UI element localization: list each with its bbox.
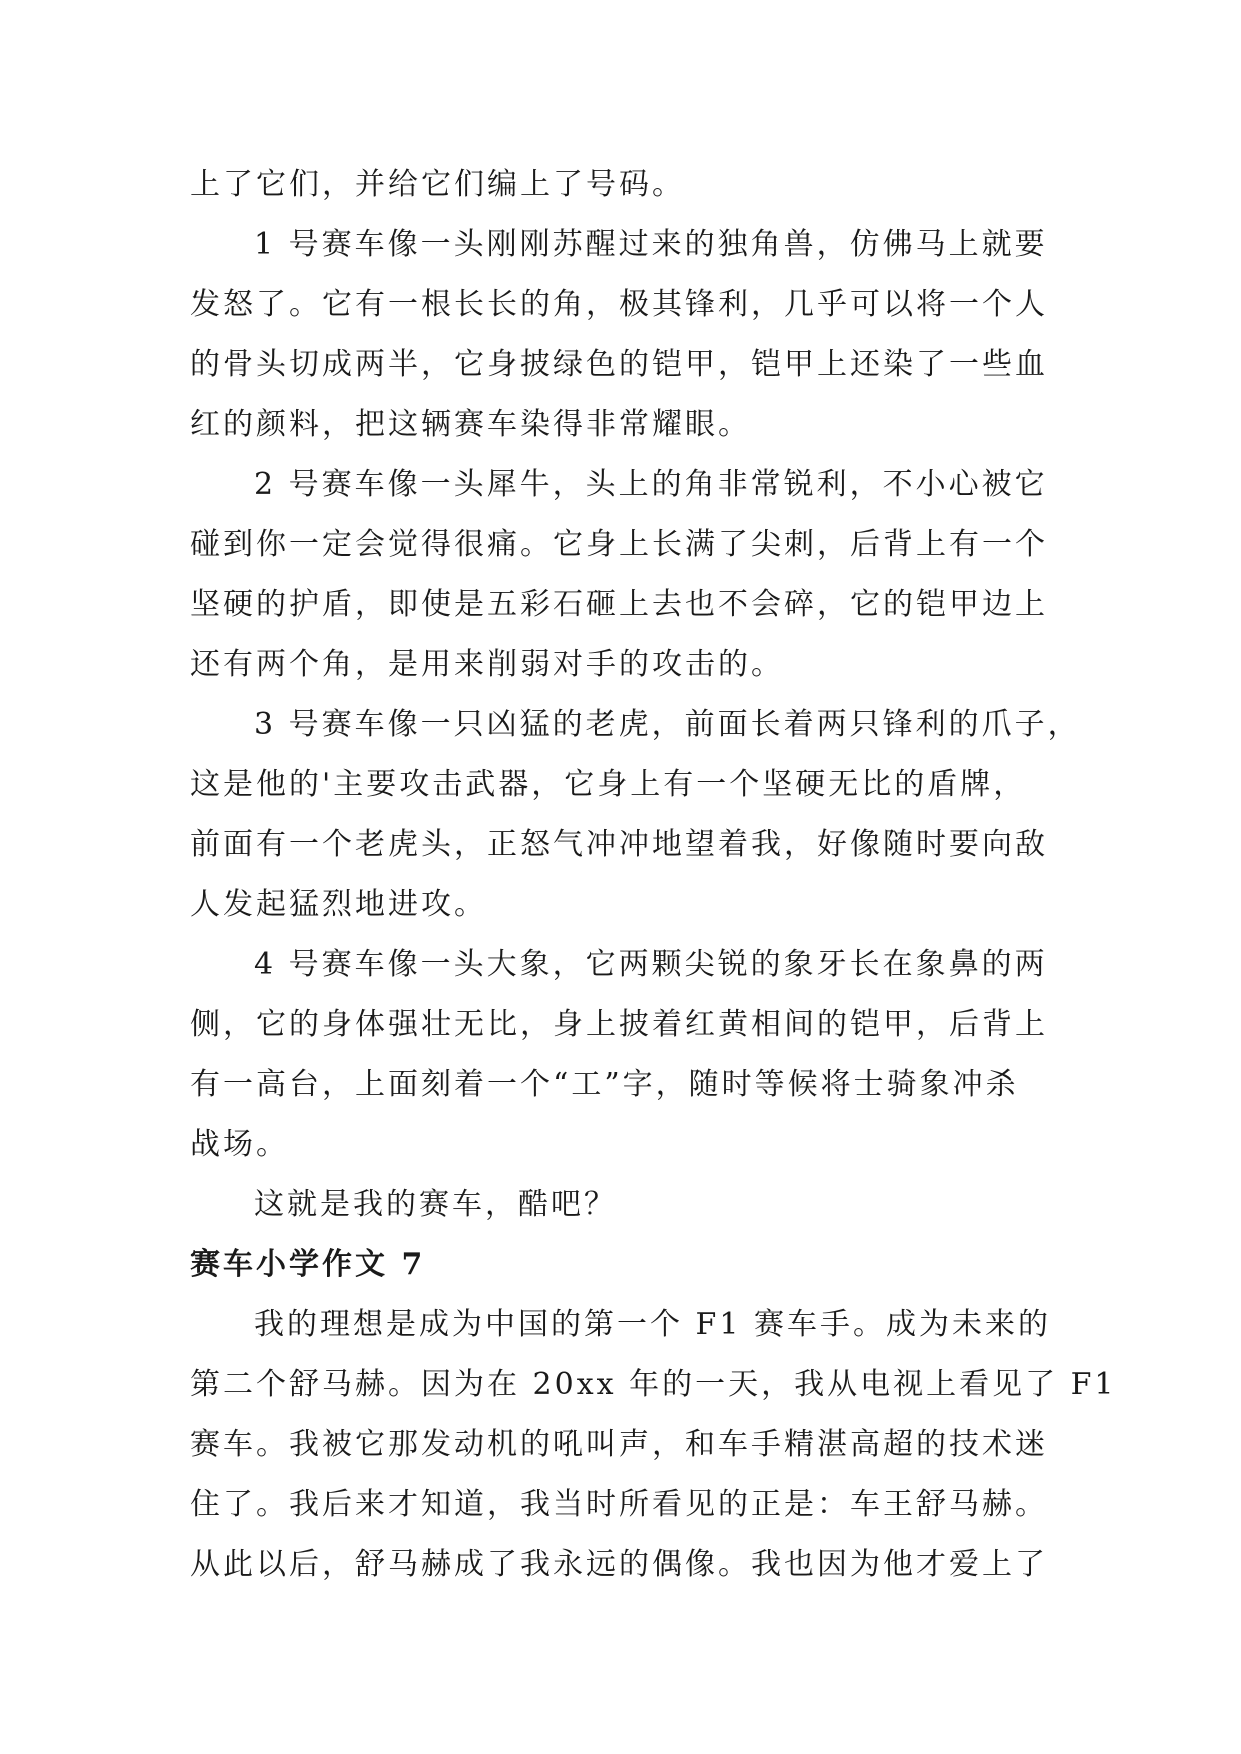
text-line: 从此以后，舒马赫成了我永远的偶像。我也因为他才爱上了 bbox=[190, 1547, 1048, 1582]
text-line: 这是他的'主要攻击武器，它身上有一个坚硬无比的盾牌， bbox=[190, 767, 1027, 802]
text-line: 侧，它的身体强壮无比，身上披着红黄相间的铠甲，后背上 bbox=[190, 1007, 1048, 1042]
text-line: 前面有一个老虎头，正怒气冲冲地望着我，好像随时要向敌 bbox=[190, 827, 1048, 862]
text-line: 第二个舒马赫。因为在 20xx 年的一天，我从电视上看见了 F1 bbox=[190, 1367, 1117, 1402]
text-line: 战场。 bbox=[190, 1127, 289, 1162]
paragraph-first-line: 我的理想是成为中国的第一个 F1 赛车手。成为未来的 bbox=[254, 1307, 1051, 1342]
paragraph-first-line: 这就是我的赛车，酷吧？ bbox=[254, 1187, 617, 1222]
text-line: 碰到你一定会觉得很痛。它身上长满了尖刺，后背上有一个 bbox=[190, 527, 1048, 562]
text-line: 有一高台，上面刻着一个“工”字，随时等候将士骑象冲杀 bbox=[190, 1067, 1019, 1102]
text-line: 赛车。我被它那发动机的吼叫声，和车手精湛高超的技术迷 bbox=[190, 1427, 1048, 1462]
paragraph-first-line: 4 号赛车像一头大象，它两颗尖锐的象牙长在象鼻的两 bbox=[254, 947, 1048, 982]
paragraph-first-line: 3 号赛车像一只凶猛的老虎，前面长着两只锋利的爪子， bbox=[254, 707, 1081, 742]
text-line: 上了它们，并给它们编上了号码。 bbox=[190, 167, 685, 202]
paragraph-first-line: 1 号赛车像一头刚刚苏醒过来的独角兽，仿佛马上就要 bbox=[254, 227, 1048, 262]
document-body bbox=[190, 155, 1117, 1595]
text-line: 发怒了。它有一根长长的角，极其锋利，几乎可以将一个人 bbox=[190, 287, 1048, 322]
text-line: 坚硬的护盾，即使是五彩石砸上去也不会碎，它的铠甲边上 bbox=[190, 587, 1048, 622]
text-line: 的骨头切成两半，它身披绿色的铠甲，铠甲上还染了一些血 bbox=[190, 347, 1048, 382]
text-line: 红的颜料，把这辆赛车染得非常耀眼。 bbox=[190, 407, 751, 442]
section-heading: 赛车小学作文 7 bbox=[190, 1247, 426, 1282]
text-line: 住了。我后来才知道，我当时所看见的正是：车王舒马赫。 bbox=[190, 1487, 1048, 1522]
text-line: 人发起猛烈地进攻。 bbox=[190, 887, 487, 922]
text-line: 还有两个角，是用来削弱对手的攻击的。 bbox=[190, 647, 784, 682]
paragraph-first-line: 2 号赛车像一头犀牛，头上的角非常锐利，不小心被它 bbox=[254, 467, 1048, 502]
